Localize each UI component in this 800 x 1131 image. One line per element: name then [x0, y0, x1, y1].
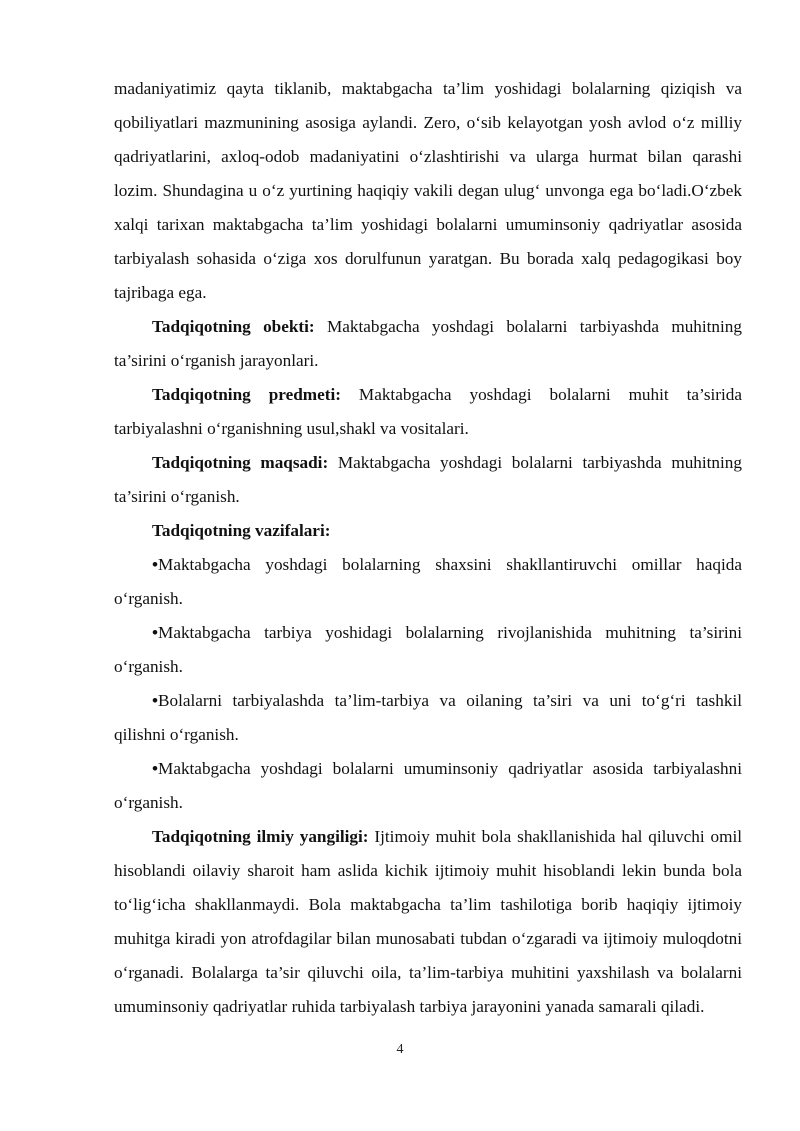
task-list-item	[114, 752, 742, 820]
intro-paragraph: madaniyatimiz qayta tiklanib, maktabgacha ta’lim yoshidagi bolalarning qiziqish va qobiliyatlari mazmunining asosiga aylandi. Zero, o‘sib kelayotgan yosh avlod o‘z milliy qadriyatlarini, axloq-odob madaniyatini o‘zlashtirishi va ularga hurmat bilan qarashi lozim. Shundagina u o‘z yurtining haqiqiy vakili degan ulug‘ unvonga ega bo‘ladi.O‘zbek xalqi tarixan maktabgacha ta’lim yoshidagi bolalarni umuminsoniy qadriyatlar asosida tarbiyalash sohasida o‘ziga xos dorulfunun yaratgan. Bu borada xalq pedagogikasi boy tajribaga ega.	[114, 79, 742, 302]
task-list-item	[114, 684, 742, 752]
task-list-item	[114, 616, 742, 684]
research-goal-paragraph	[114, 446, 742, 514]
research-object-label: Tadqiqotning obekti:	[152, 317, 315, 336]
task-list-item	[114, 548, 742, 616]
bullet-icon: •	[152, 555, 159, 574]
research-subject-paragraph	[114, 378, 742, 446]
task-item-text: Maktabgacha yoshdagi bolalarning shaxsini shakllantiruvchi omillar haqida o‘rganish.	[114, 555, 742, 608]
page-number: 4	[396, 1042, 404, 1057]
research-novelty-label: Tadqiqotning ilmiy yangiligi:	[152, 827, 369, 846]
research-tasks-label: Tadqiqotning vazifalari:	[152, 521, 331, 540]
research-tasks-heading	[114, 514, 742, 548]
task-item-text: Maktabgacha yoshdagi bolalarni umuminsoniy qadriyatlar asosida tarbiyalashni o‘rganish.	[114, 759, 742, 812]
research-object-text: Maktabgacha yoshdagi bolalarni tarbiyashda muhitning ta’sirini o‘rganish jarayonlari.	[114, 317, 742, 370]
research-goal-text: Maktabgacha yoshdagi bolalarni tarbiyashda muhitning ta’sirini o‘rganish.	[114, 453, 742, 506]
document-body	[114, 72, 742, 1024]
bullet-icon: •	[152, 623, 159, 642]
research-subject-text: Maktabgacha yoshdagi bolalarni muhit ta’sirida tarbiyalashni o‘rganishning usul,shakl va vositalari.	[114, 385, 743, 438]
research-novelty-text: Ijtimoiy muhit bola shakllanishida hal qiluvchi omil hisoblandi oilaviy sharoit ham aslida kichik ijtimoiy muhit hisoblandi lekin bunda bola to‘lig‘icha shakllanmaydi. Bola maktabgacha ta’lim tashilotiga borib haqiqiy ijtimoiy muhitga kiradi yon atrofdagilar bilan munosabati tubdan o‘zgaradi va ijtimoiy muloqdotni o‘rganadi. Bolalarga ta’sir qiluvchi oila, ta’lim-tarbiya muhitini yaxshilash va bolalarni umuminsoniy qadriyatlar ruhida tarbiyalash tarbiya jarayonini yanada samarali qiladi.	[114, 827, 742, 1016]
research-goal-label: Tadqiqotning maqsadi:	[152, 453, 329, 472]
task-item-text: Bolalarni tarbiyalashda ta’lim-tarbiya va oilaning ta’siri va uni to‘g‘ri tashkil qilishni o‘rganish.	[114, 691, 742, 744]
research-subject-label: Tadqiqotning predmeti:	[152, 385, 341, 404]
research-object-paragraph	[114, 310, 742, 378]
research-novelty-paragraph	[114, 820, 742, 1024]
bullet-icon: •	[152, 759, 159, 778]
bullet-icon: •	[152, 691, 159, 710]
task-item-text: Maktabgacha tarbiya yoshidagi bolalarning rivojlanishida muhitning ta’sirini o‘rganish.	[114, 623, 742, 676]
